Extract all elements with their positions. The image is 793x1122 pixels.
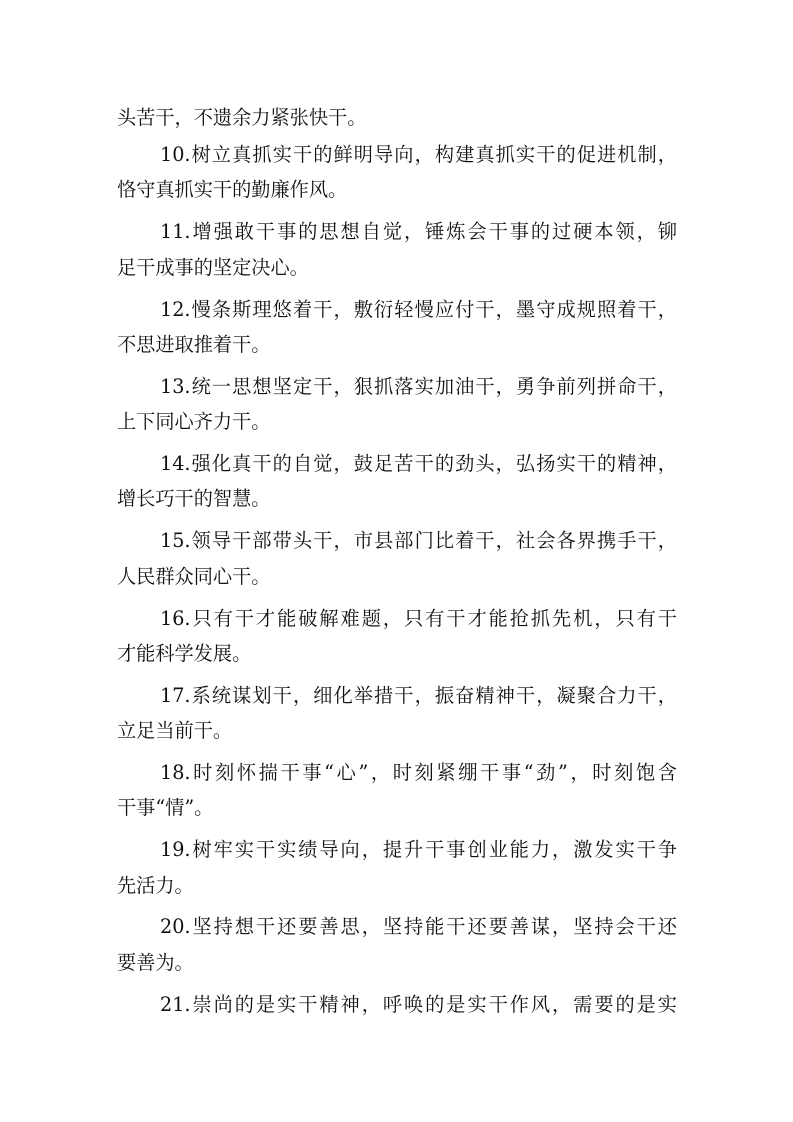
text-line: 15.领导干部带头干，市县部门比着干，社会各界携手干， [160,529,677,552]
text-line: 21.崇尚的是实干精神，呼唤的是实干作风，需要的是实 [160,993,677,1016]
text-line: 18.时刻怀揣干事“心”，时刻紧绷干事“劲”，时刻饱含 [160,761,677,784]
text-line: 头苦干，不遗余力紧张快干。 [117,106,367,129]
text-line: 要善为。 [117,951,194,974]
text-line: 足干成事的坚定决心。 [117,256,309,279]
text-line: 11.增强敢干事的思想自觉，锤炼会干事的过硬本领，铆 [160,220,677,243]
text-line: 上下同心齐力干。 [117,410,271,433]
text-line: 20.坚持想干还要善思，坚持能干还要善谋，坚持会干还 [160,915,677,938]
text-line: 17.系统谋划干，细化举措干，振奋精神干，凝聚合力干， [160,684,677,707]
text-line: 才能科学发展。 [117,642,252,665]
text-line: 立足当前干。 [117,719,233,742]
text-line: 10.树立真抓实干的鲜明导向，构建真抓实干的促进机制， [160,143,677,166]
text-line: 16.只有干才能破解难题，只有干才能抢抓先机，只有干 [160,607,677,630]
text-line: 先活力。 [117,874,194,897]
text-line: 人民群众同心干。 [117,565,271,588]
text-line: 增长巧干的智慧。 [117,487,271,510]
text-line: 不思进取推着干。 [117,333,271,356]
text-line: 13.统一思想坚定干，狠抓落实加油干，勇争前列拼命干， [160,375,677,398]
text-line: 14.强化真干的自觉，鼓足苦干的劲头，弘扬实干的精神， [160,452,677,475]
text-line: 12.慢条斯理悠着干，敷衍轻慢应付干，墨守成规照着干， [160,298,677,321]
text-line: 恪守真抓实干的勤廉作风。 [117,178,348,201]
text-line: 19.树牢实干实绩导向，提升干事创业能力，激发实干争 [160,838,677,861]
text-line: 干事“情”。 [117,796,214,819]
